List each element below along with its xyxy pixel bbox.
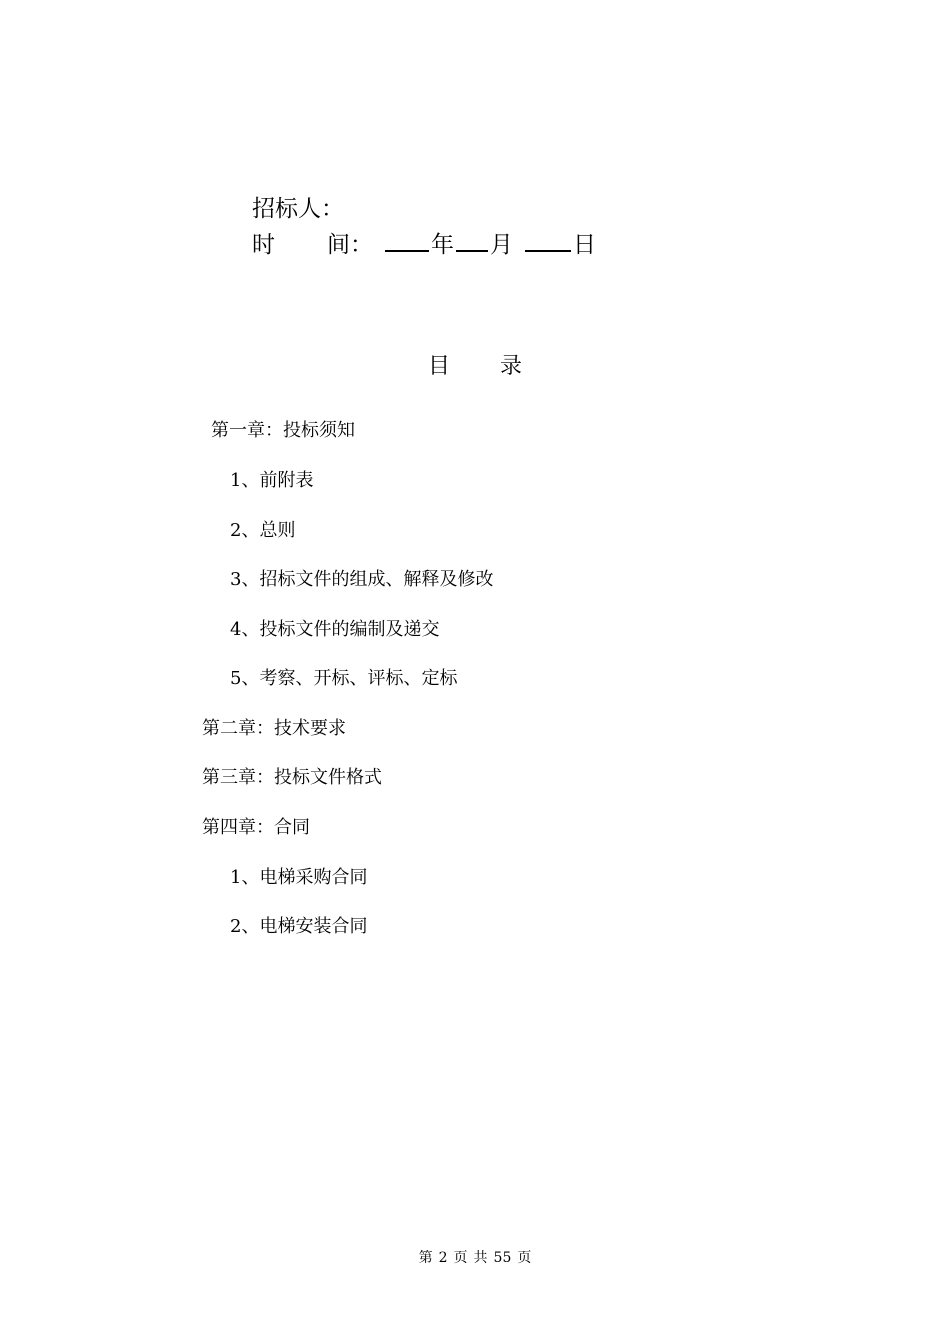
toc-entry-1-1: 1、前附表 [230, 470, 314, 491]
toc-entry-4-1: 1、电梯采购合同 [230, 867, 368, 888]
tenderer-row [252, 192, 596, 226]
month-label: 月 [490, 232, 513, 258]
time-label-char2: 间： [327, 232, 373, 258]
toc-chapter-3: 第三章：投标文件格式 [202, 767, 382, 788]
day-blank [525, 226, 571, 252]
toc-entry-4-2: 2、电梯安装合同 [230, 916, 368, 937]
toc-title-char2: 录 [500, 354, 523, 379]
footer-suffix: 页 [517, 1250, 532, 1266]
time-row [252, 226, 596, 260]
footer-current-page: 2 [438, 1250, 448, 1266]
toc-title-char1: 目 [427, 354, 450, 379]
footer-page-word: 页 [453, 1250, 468, 1266]
toc-title [0, 352, 950, 382]
footer-total-word: 共 [473, 1250, 488, 1266]
month-blank [456, 226, 488, 252]
time-label [252, 228, 373, 262]
page-footer [0, 1248, 950, 1268]
time-label-char1: 时 [252, 232, 275, 258]
toc-chapter-2: 第二章：技术要求 [202, 718, 346, 739]
year-blank [385, 226, 429, 252]
toc-entry-1-4: 4、投标文件的编制及递交 [230, 619, 440, 640]
toc-entry-1-5: 5、考察、开标、评标、定标 [230, 668, 458, 689]
footer-prefix: 第 [418, 1250, 433, 1266]
signature-block [252, 192, 596, 260]
toc-entry-1-2: 2、总则 [230, 520, 296, 541]
footer-total-pages: 55 [493, 1250, 512, 1266]
toc-chapter-4: 第四章：合同 [202, 817, 310, 838]
toc-chapter-1: 第一章：投标须知 [211, 420, 355, 441]
toc-entry-1-3: 3、招标文件的组成、解释及修改 [230, 569, 494, 590]
tenderer-label: 招标人： [252, 196, 344, 222]
year-label: 年 [431, 232, 454, 258]
day-label: 日 [573, 232, 596, 258]
